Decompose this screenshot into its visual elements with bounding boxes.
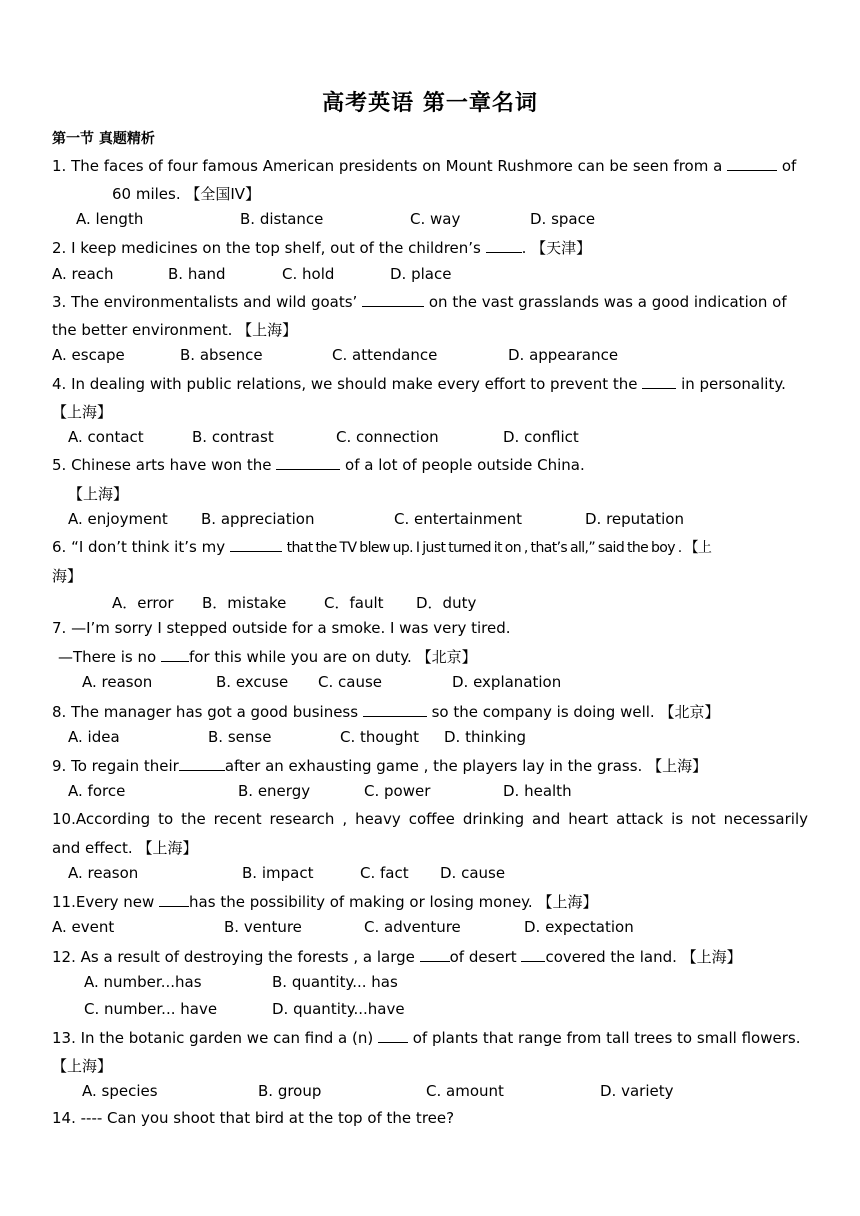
option-b: B. hand	[168, 265, 226, 283]
option-a: A. idea	[68, 728, 120, 746]
option-a: A. reason	[82, 673, 153, 691]
option-d: D. conflict	[503, 428, 579, 446]
question-4-line-2: 【上海】	[52, 403, 113, 421]
option-d: D. appearance	[508, 346, 619, 364]
answer-blank	[486, 238, 522, 253]
question-11: 11.Every new has the possibility of making or losing money. 【上海】	[52, 893, 598, 911]
question-9: 9. To regain their after an exhausting game , the players lay in the grass. 【上海】	[52, 757, 708, 775]
option-a: A. escape	[52, 346, 125, 364]
option-d: D. health	[503, 782, 572, 800]
option-c: C．fault	[324, 594, 384, 612]
option-c: C. attendance	[332, 346, 438, 364]
option-d: D. space	[530, 210, 596, 228]
option-a: A. reach	[52, 265, 114, 283]
answer-blank	[230, 537, 282, 552]
question-6: 6. “I don’t think it’s my that the TV blew up. I just turned it on , that’s all,” said the boy . 【上	[52, 538, 712, 556]
answer-blank	[362, 292, 424, 307]
option-a: A. reason	[68, 864, 139, 882]
answer-blank	[727, 156, 777, 171]
option-a: A. species	[82, 1082, 158, 1100]
option-d: D. explanation	[452, 673, 562, 691]
question-3-line-2: the better environment. 【上海】	[52, 321, 298, 339]
option-a: A．error	[112, 594, 174, 612]
question-4: 4. In dealing with public relations, we should make every effort to prevent the in personality.	[52, 375, 786, 393]
option-c: C. number... have	[84, 1000, 218, 1018]
answer-blank	[179, 756, 225, 771]
option-b: B. impact	[242, 864, 314, 882]
option-b: B. group	[258, 1082, 322, 1100]
answer-blank	[276, 455, 340, 470]
question-8: 8. The manager has got a good business so the company is doing well. 【北京】	[52, 703, 720, 721]
answer-blank	[161, 647, 189, 662]
option-a: A. force	[68, 782, 126, 800]
option-d: D. variety	[600, 1082, 674, 1100]
question-10: 10.According to the recent research , heavy coffee drinking and heart attack is not necessarily	[52, 810, 808, 828]
question-6-line-2: 海】	[52, 567, 83, 585]
answer-blank	[420, 947, 450, 962]
option-d: D. quantity...have	[272, 1000, 405, 1018]
option-a: A. number...has	[84, 973, 202, 991]
option-b: B. quantity... has	[272, 973, 398, 991]
question-13-line-2: 【上海】	[52, 1057, 113, 1075]
question-2: 2. I keep medicines on the top shelf, out of the children’s . 【天津】	[52, 239, 592, 257]
question-1: 1. The faces of four famous American presidents on Mount Rushmore can be seen from a of	[52, 157, 797, 175]
option-c: C. connection	[336, 428, 439, 446]
answer-blank	[642, 374, 676, 389]
option-c: C. fact	[360, 864, 409, 882]
option-b: B. appreciation	[201, 510, 315, 528]
question-13: 13. In the botanic garden we can find a (n) of plants that range from tall trees to small flowers.	[52, 1029, 801, 1047]
section-heading: 第一节 真题精析	[52, 131, 155, 147]
option-c: C. entertainment	[394, 510, 522, 528]
option-c: C. cause	[318, 673, 382, 691]
option-d: D. thinking	[444, 728, 527, 746]
option-b: B. absence	[180, 346, 263, 364]
question-10-line-2: and effect. 【上海】	[52, 839, 198, 857]
option-d: D. reputation	[585, 510, 684, 528]
question-12: 12. As a result of destroying the forests , a large of desert covered the land. 【上海】	[52, 948, 742, 966]
option-b: B. distance	[240, 210, 324, 228]
question-7: 7. —I’m sorry I stepped outside for a smoke. I was very tired.	[52, 619, 511, 637]
question-5-line-2: 【上海】	[68, 485, 129, 503]
option-b: B. sense	[208, 728, 272, 746]
option-c: C. adventure	[364, 918, 461, 936]
document-title: 高考英语 第一章名词	[322, 91, 538, 116]
option-d: D. cause	[440, 864, 506, 882]
option-b: B. energy	[238, 782, 311, 800]
option-c: C. amount	[426, 1082, 504, 1100]
option-b: B. contrast	[192, 428, 274, 446]
option-c: C. power	[364, 782, 431, 800]
answer-blank	[363, 702, 427, 717]
answer-blank	[159, 892, 189, 907]
answer-blank	[521, 947, 545, 962]
answer-blank	[378, 1028, 408, 1043]
option-d: D. place	[390, 265, 452, 283]
option-b: B. excuse	[216, 673, 289, 691]
option-a: A. contact	[68, 428, 144, 446]
question-3: 3. The environmentalists and wild goats’ on the vast grasslands was a good indication of	[52, 293, 787, 311]
option-b: B．mistake	[202, 594, 287, 612]
option-a: A. event	[52, 918, 115, 936]
option-c: C. thought	[340, 728, 419, 746]
option-d: D．duty	[416, 594, 477, 612]
question-1-line-2: 60 miles. 【全国IV】	[112, 185, 261, 203]
option-b: B. venture	[224, 918, 302, 936]
option-d: D. expectation	[524, 918, 634, 936]
option-c: C. way	[410, 210, 461, 228]
option-a: A. length	[76, 210, 144, 228]
question-14: 14. ---- Can you shoot that bird at the top of the tree?	[52, 1109, 455, 1127]
question-5: 5. Chinese arts have won the of a lot of people outside China.	[52, 456, 585, 474]
question-7-line-2: —There is no for this while you are on duty. 【北京】	[58, 648, 477, 666]
option-c: C. hold	[282, 265, 335, 283]
option-a: A. enjoyment	[68, 510, 168, 528]
